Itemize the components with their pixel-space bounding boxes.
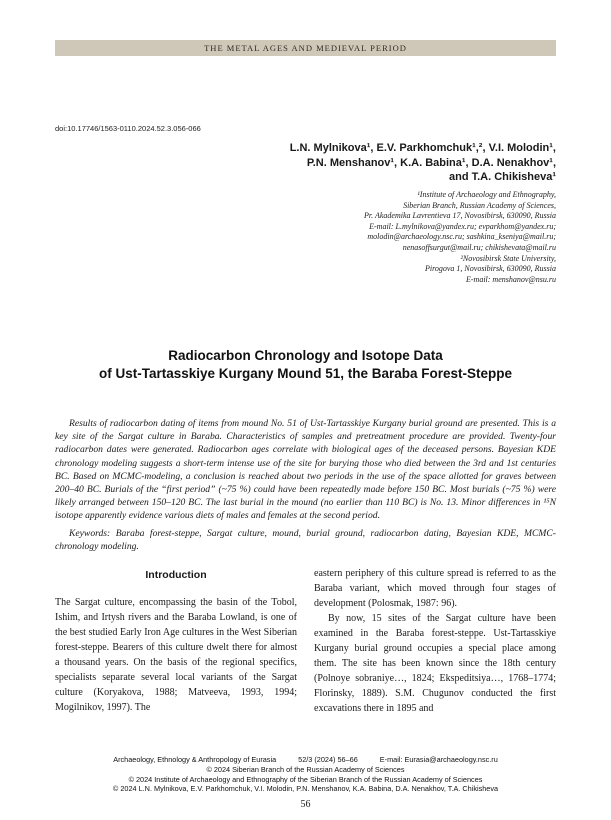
article-title-line: Radiocarbon Chronology and Isotope Data <box>168 348 443 363</box>
footer-journal-name: Archaeology, Ethnology & Anthropology of Eurasia <box>113 755 277 764</box>
affiliation-line: ¹Institute of Archaeology and Ethnography, <box>417 190 556 199</box>
article-title-line: of Ust-Tartasskiye Kurgany Mound 51, the Baraba Forest-Steppe <box>98 365 513 381</box>
authors-line: and T.A. Chikisheva¹ <box>449 171 556 183</box>
doi: doi:10.17746/1563-0110.2024.52.3.056-066 <box>55 124 201 133</box>
authors-block <box>55 141 556 185</box>
page-footer <box>0 755 611 794</box>
body-paragraph: The Sargat culture, encompassing the basin of the Tobol, Ishim, and Irtysh rivers and the Baraba Lowland, is one of the best studied Early Iron Age cultures in the West Siberian forest-steppe. Bearers of this culture dwelt there for almost a thousand years. On the basis of the regional specifics, specialists separate several local variants of the Sargat culture (Koryakova, 1988; Matveeva, 1993, 1994; Mogilnikov, 1997). The <box>55 597 297 713</box>
section-heading-introduction: Introduction <box>145 569 207 581</box>
footer-copyright: © 2024 L.N. Mylnikova, E.V. Parkhomchuk, V.I. Molodin, P.N. Menshanov, K.A. Babina, D.A. Nenakhov, T.A. Chikisheva <box>112 784 499 794</box>
footer-issue: 52/3 (2024) 56–66 <box>298 755 358 764</box>
footer-copyright: © 2024 Siberian Branch of the Russian Academy of Sciences <box>206 764 405 774</box>
body-paragraph: eastern periphery of this culture spread is referred to as the Baraba variant, which moved through four stages of development (Polosmak, 1987: 96). <box>314 568 556 609</box>
affiliation-line: nenasoffsurgut@mail.ru; chikishevata@mail.ru <box>402 242 556 252</box>
footer-copyright: © 2024 Institute of Archaeology and Ethnography of the Siberian Branch of the Russian Academy of Sciences <box>128 774 483 784</box>
column-right <box>314 566 556 716</box>
running-head-band <box>55 40 556 56</box>
affiliation-line: E-mail: L.mylnikova@yandex.ru; evparkhom@yandex.ru; <box>369 221 556 231</box>
authors-line: L.N. Mylnikova¹, E.V. Parkhomchuk¹,², V.I. Molodin¹, <box>289 142 556 154</box>
authors-line: P.N. Menshanov¹, K.A. Babina¹, D.A. Nenakhov¹, <box>306 156 556 169</box>
running-head: THE METAL AGES AND MEDIEVAL PERIOD <box>204 43 407 53</box>
keywords-line <box>55 527 556 553</box>
body-columns <box>55 566 556 716</box>
abstract-text: Results of radiocarbon dating of items from mound No. 51 of Ust-Tartasskiye Kurgany burial ground are presented. This is a key site of the Sargat culture in Baraba. Characteristics of samples and pretreatment procedure are provided. Twenty-four radiocarbon dates were generated. Radiocarbon ages correlate with biological ages of the deceased persons. Bayesian KDE chronology modeling suggests a short-term intense use of the site for burying those who died between the 3rd and 1st centuries BC. Based on MCMC-modeling, a conclusion is reached about two periods in the use of the space allotted for graves between 200–40 BC. Burials of the “first period” (~75 %) could have been repeatedly made before 150 BC. Most burials (~75 %) were likely arranged between 150–120 BC. The last burial in the mound (no earlier than 110 BC) is No. 13. Minor differences in ¹⁵N isotope apparently evidence various diets of males and females at the second period. <box>55 418 556 522</box>
keywords-text: Baraba forest-steppe, Sargat culture, mound, burial ground, radiocarbon dating, Bayesian KDE, MCMC-chronology modeling. <box>55 527 556 552</box>
article-title <box>55 347 556 382</box>
column-left <box>55 566 297 716</box>
keywords-label: Keywords: <box>69 527 111 539</box>
affiliation-line: molodin@archaeology.nsc.ru; sashkina_kseniya@mail.ru; <box>367 232 556 242</box>
page-number: 56 <box>300 799 311 810</box>
affiliations-block <box>55 190 556 285</box>
footer-email: E-mail: Eurasia@archaeology.nsc.ru <box>379 755 498 764</box>
affiliation-line: Pirogova 1, Novosibirsk, 630090, Russia <box>424 264 556 274</box>
body-paragraph: By now, 15 sites of the Sargat culture have been examined in the Baraba forest-steppe. Ust-Tartasskiye Kurgany burial ground occupies a special place among them. The site has been known since the 18th century (Polnoye sobraniye…, 1824; Ekspeditsiya…, 1768–1774; Florinsky, 1889). S.M. Chugunov conducted the first excavations there in 1895 and <box>314 613 556 714</box>
affiliation-line: E-mail: menshanov@nsu.ru <box>465 274 556 284</box>
abstract-block <box>55 417 556 553</box>
affiliation-line: ²Novosibirsk State University, <box>460 253 556 263</box>
footer-journal-line <box>0 755 611 765</box>
affiliation-line: Pr. Akademika Lavrentieva 17, Novosibirsk, 630090, Russia <box>364 211 556 221</box>
affiliation-line: Siberian Branch, Russian Academy of Sciences, <box>403 200 556 210</box>
